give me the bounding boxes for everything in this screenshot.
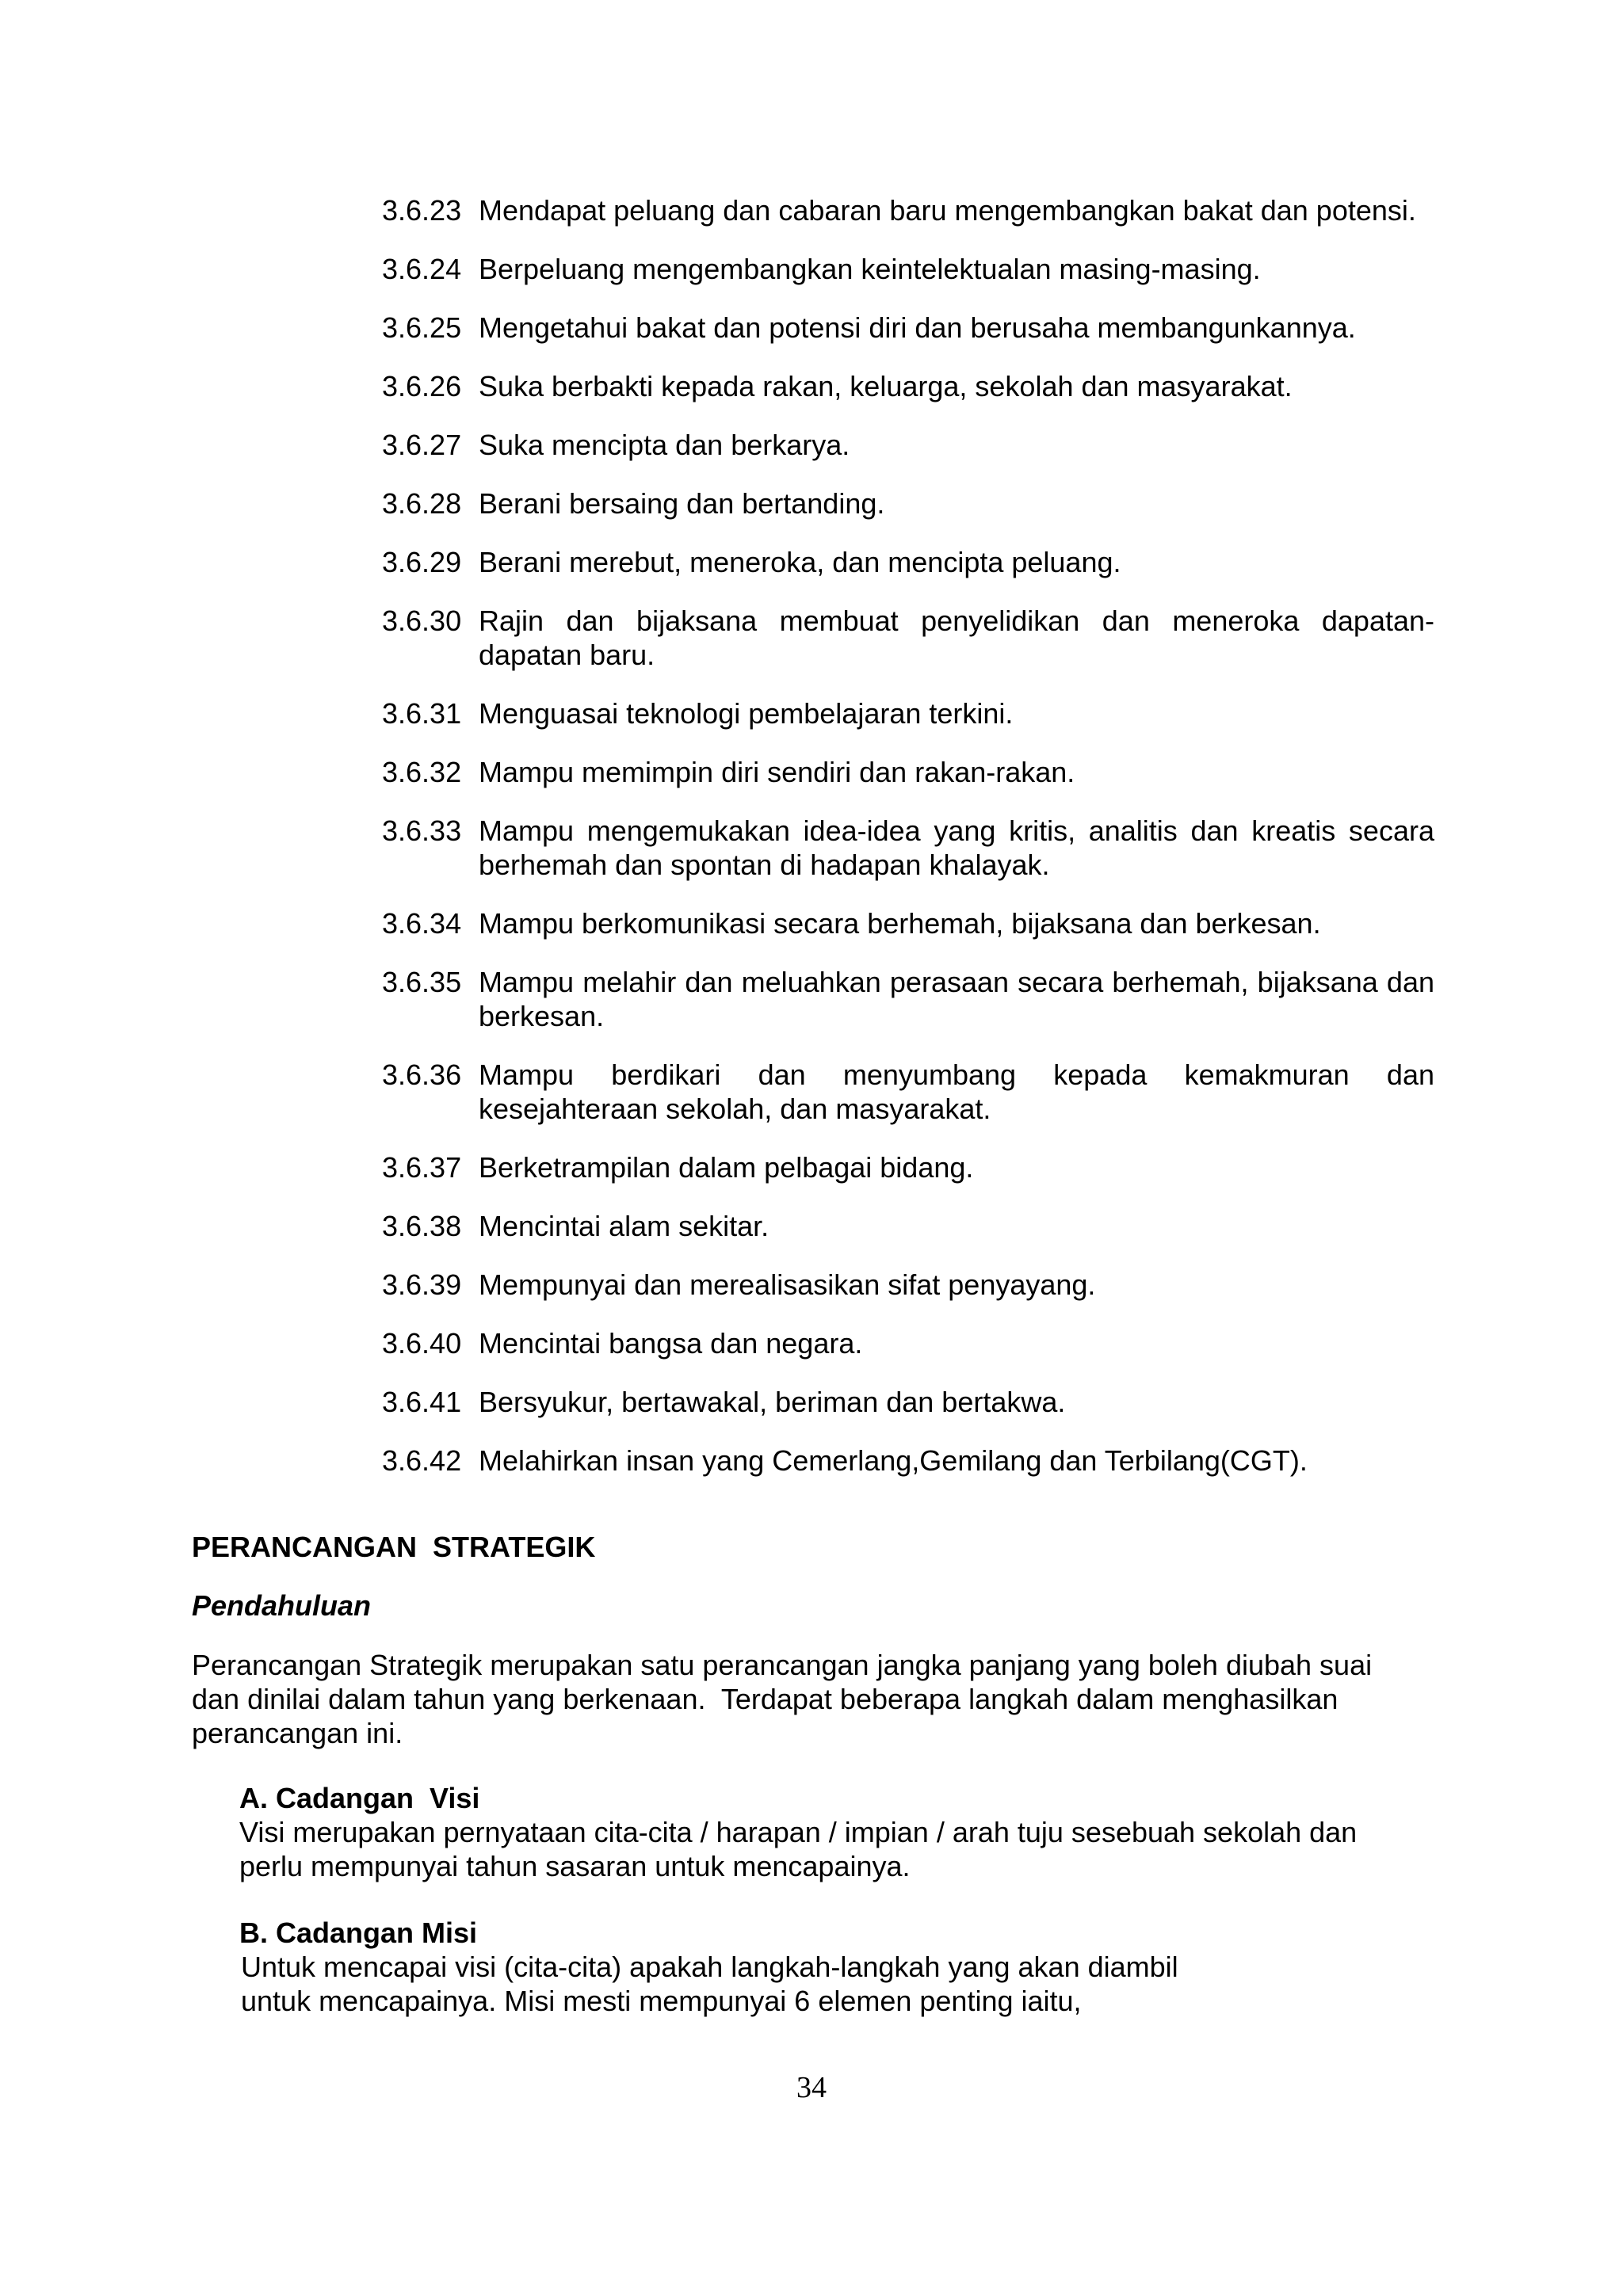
paragraph-line: Untuk mencapai visi (cita-cita) apakah langkah-langkah yang akan diambil — [241, 1951, 1178, 1983]
item-number: 3.6.31 — [382, 697, 462, 730]
item-text: Suka berbakti kepada rakan, keluarga, sekolah dan masyarakat. — [479, 370, 1293, 402]
item-number: 3.6.29 — [382, 546, 462, 578]
item-text: Berpeluang mengembangkan keintelektualan masing-masing. — [479, 253, 1261, 285]
item-text: Mencintai alam sekitar. — [479, 1210, 769, 1242]
item-text: Mendapat peluang dan cabaran baru mengembangkan bakat dan potensi. — [479, 194, 1416, 227]
list-item — [382, 1209, 1434, 1243]
list-item — [382, 755, 1434, 789]
item-number: 3.6.25 — [382, 311, 462, 344]
item-number: 3.6.24 — [382, 253, 462, 285]
item-text: Suka mencipta dan berkarya. — [479, 429, 850, 461]
item-number: 3.6.35 — [382, 966, 462, 998]
item-number: 3.6.41 — [382, 1386, 462, 1418]
paragraph-line: dan dinilai dalam tahun yang berkenaan. Terdapat beberapa langkah dalam menghasilkan — [192, 1683, 1338, 1715]
item-number: 3.6.26 — [382, 370, 462, 402]
item-number: 3.6.27 — [382, 429, 462, 461]
item-text: Mampu berkomunikasi secara berhemah, bijaksana dan berkesan. — [479, 907, 1321, 940]
vision-section — [239, 1781, 1476, 1883]
item-text: Mampu memimpin diri sendiri dan rakan-rakan. — [479, 756, 1075, 788]
item-number: 3.6.39 — [382, 1268, 462, 1301]
item-number: 3.6.33 — [382, 814, 462, 847]
list-item — [382, 486, 1434, 521]
item-text: Mampu mengemukakan idea-idea yang kritis, analitis dan kreatis secara berhemah dan spontan di hadapan khalayak. — [479, 814, 1434, 881]
item-number: 3.6.32 — [382, 756, 462, 788]
list-item — [382, 545, 1434, 579]
list-item — [382, 1150, 1434, 1184]
intro-paragraph — [192, 1648, 1444, 1750]
item-text: Mampu berdikari dan menyumbang kepada kemakmuran dan kesejahteraan sekolah, dan masyarakat. — [479, 1058, 1434, 1125]
list-item — [382, 311, 1434, 345]
list-item — [382, 428, 1434, 462]
item-text: Mencintai bangsa dan negara. — [479, 1327, 863, 1360]
item-number: 3.6.40 — [382, 1327, 462, 1360]
list-item — [382, 1326, 1434, 1360]
item-number: 3.6.37 — [382, 1151, 462, 1184]
item-number: 3.6.34 — [382, 907, 462, 940]
page-number: 34 — [796, 2071, 827, 2104]
list-item — [382, 906, 1434, 940]
item-text: Mampu melahir dan meluahkan perasaan secara berhemah, bijaksana dan berkesan. — [479, 966, 1434, 1032]
item-text: Berketrampilan dalam pelbagai bidang. — [479, 1151, 974, 1184]
paragraph-line: perancangan ini. — [192, 1717, 403, 1749]
list-item — [382, 1268, 1434, 1302]
paragraph-line: perlu mempunyai tahun sasaran untuk mencapainya. — [239, 1850, 911, 1882]
vision-title: A. Cadangan Visi — [239, 1782, 480, 1814]
item-text: Melahirkan insan yang Cemerlang,Gemilang dan Terbilang(CGT). — [479, 1444, 1308, 1477]
list-item — [382, 696, 1434, 730]
item-text: Berani merebut, meneroka, dan mencipta peluang. — [479, 546, 1121, 578]
list-item — [382, 252, 1434, 286]
item-text: Berani bersaing dan bertanding. — [479, 487, 885, 520]
item-text: Mengetahui bakat dan potensi diri dan berusaha membangunkannya. — [479, 311, 1356, 344]
list-item — [382, 604, 1434, 672]
paragraph-line: untuk mencapainya. Misi mesti mempunyai 6 elemen penting iaitu, — [241, 1985, 1082, 2017]
paragraph-line: Visi merupakan pernyataan cita-cita / harapan / impian / arah tuju sesebuah sekolah dan — [239, 1816, 1358, 1848]
mission-title: B. Cadangan Misi — [239, 1917, 478, 1949]
item-number: 3.6.38 — [382, 1210, 462, 1242]
item-number: 3.6.42 — [382, 1444, 462, 1477]
item-number: 3.6.23 — [382, 194, 462, 227]
paragraph-line: Perancangan Strategik merupakan satu perancangan jangka panjang yang boleh diubah suai — [192, 1649, 1373, 1681]
item-text: Menguasai teknologi pembelajaran terkini. — [479, 697, 1014, 730]
item-text: Mempunyai dan merealisasikan sifat penyayang. — [479, 1268, 1096, 1301]
list-item — [382, 369, 1434, 403]
list-item — [382, 814, 1434, 882]
numbered-list — [382, 193, 1434, 1478]
item-text: Bersyukur, bertawakal, beriman dan bertakwa. — [479, 1386, 1066, 1418]
item-number: 3.6.30 — [382, 605, 462, 637]
list-item — [382, 1058, 1434, 1126]
mission-section — [239, 1916, 1476, 2018]
section-heading: PERANCANGAN STRATEGIK — [192, 1531, 596, 1563]
item-number: 3.6.36 — [382, 1058, 462, 1091]
item-text: Rajin dan bijaksana membuat penyelidikan dan meneroka dapatan-dapatan baru. — [479, 605, 1434, 671]
list-item — [382, 965, 1434, 1033]
item-number: 3.6.28 — [382, 487, 462, 520]
list-item — [382, 193, 1434, 227]
list-item — [382, 1444, 1434, 1478]
list-item — [382, 1385, 1434, 1419]
subsection-heading: Pendahuluan — [192, 1589, 372, 1622]
